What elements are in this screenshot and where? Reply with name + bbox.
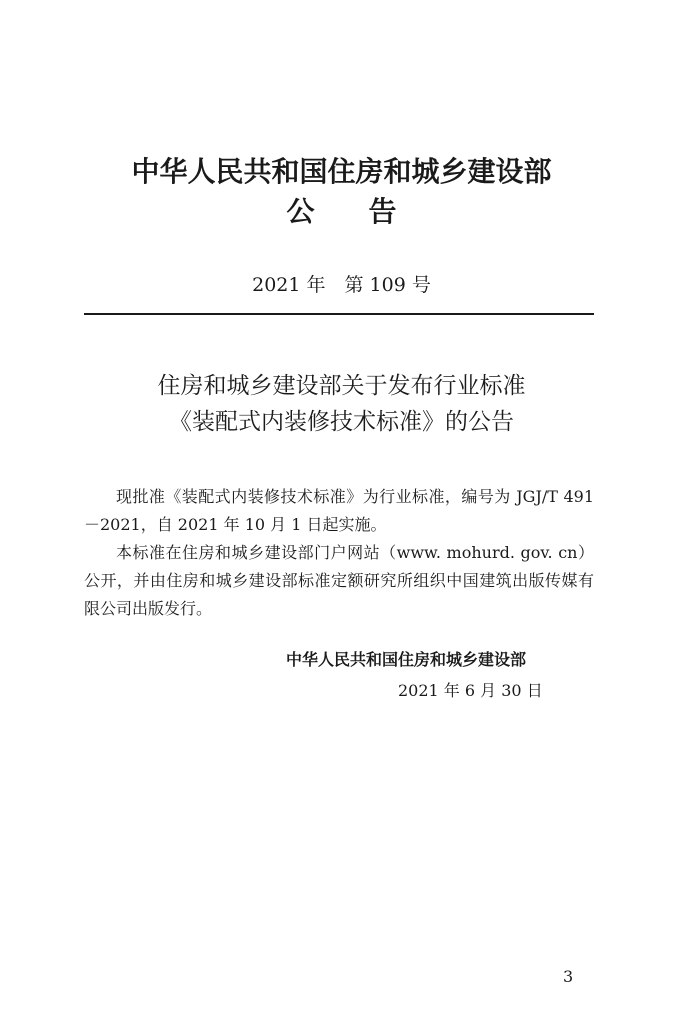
signing-organization: 中华人民共和国住房和城乡建设部 xyxy=(286,650,527,669)
document-type xyxy=(0,192,683,232)
subject-line-2: 《装配式内装修技术标准》的公告 xyxy=(169,409,514,435)
page-number: 3 xyxy=(563,967,574,986)
body-paragraph-1: 现批准《装配式内装修技术标准》为行业标准，编号为 JGJ/T 491－2021，自 2021 年 10 月 1 日起实施。 xyxy=(84,487,594,534)
signing-date: 2021 年 6 月 30 日 xyxy=(398,681,543,700)
document-type-char-1: 公 xyxy=(286,195,315,228)
issuer-title: 中华人民共和国住房和城乡建设部 xyxy=(131,155,552,188)
body-paragraph-2: 本标准在住房和城乡建设部门户网站（www. mohurd. gov. cn）公开，并由住房和城乡建设部标准定额研究所组织中国建筑出版传媒有限公司出版发行。 xyxy=(84,543,594,618)
subject-line-1: 住房和城乡建设部关于发布行业标准 xyxy=(157,373,526,399)
announcement-subject xyxy=(0,368,683,440)
header-divider xyxy=(84,313,594,315)
document-number: 2021 年 第 109 号 xyxy=(252,274,431,296)
document-type-char-2: 告 xyxy=(368,195,397,228)
announcement-body xyxy=(84,483,594,623)
